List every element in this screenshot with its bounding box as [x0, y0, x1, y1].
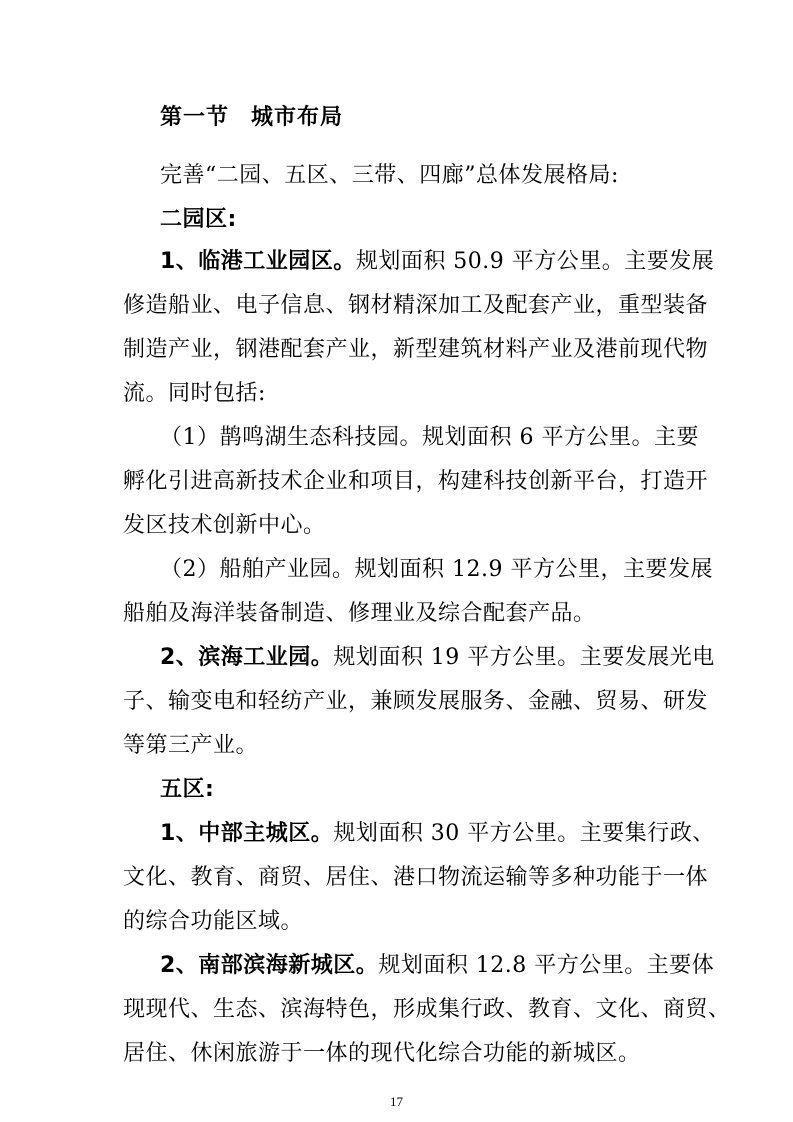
sub-park2-line: （2）船舶产业园。规划面积 12.9 平方公里，主要发展: [160, 557, 713, 582]
district1-line: 规划面积 30 平方公里。主要集行政、: [333, 821, 715, 846]
district2-first-line: [160, 952, 720, 980]
sub-park1-line: 发区技术创新中心。: [123, 513, 326, 538]
page-number: 17: [390, 1094, 403, 1109]
park2-line: 子、输变电和轻纺产业，兼顾发展服务、金融、贸易、研发: [123, 689, 709, 714]
park1-label: 1、临港工业园区。: [160, 249, 356, 274]
district1-line: 文化、教育、商贸、居住、港口物流运输等多种功能于一体: [123, 865, 709, 890]
park1-first-line: [160, 248, 720, 276]
section-heading: [160, 104, 720, 132]
district1-line: 的综合功能区域。: [123, 909, 304, 934]
section-title: 城市布局: [251, 105, 344, 130]
park2-label: 2、滨海工业园。: [160, 645, 334, 670]
district2-line: 居住、休闲旅游于一体的现代化综合功能的新城区。: [123, 1041, 641, 1066]
park1-line: 修造船业、电子信息、钢材精深加工及配套产业，重型装备: [123, 293, 709, 318]
section-number: 第一节: [160, 105, 230, 130]
district2-line: 规划面积 12.8 平方公里。主要体: [378, 953, 715, 978]
district1-first-line: [160, 820, 720, 848]
two-parks-heading: 二园区:: [160, 207, 237, 232]
park1-line: 流。同时包括:: [123, 381, 266, 406]
sub-park1-line: （1）鹊鸣湖生态科技园。规划面积 6 平方公里。主要: [160, 425, 699, 450]
park2-line: 规划面积 19 平方公里。主要发展光电: [333, 645, 715, 670]
intro-paragraph: 完善“二园、五区、三带、四廊”总体发展格局:: [160, 163, 619, 188]
district2-label: 2、南部滨海新城区。: [160, 953, 379, 978]
park1-line: 规划面积 50.9 平方公里。主要发展: [355, 249, 715, 274]
sub-park1-line: 孵化引进高新技术企业和项目，构建科技创新平台，打造开: [123, 469, 709, 494]
park1-line: 制造产业，钢港配套产业，新型建筑材料产业及港前现代物: [123, 337, 709, 362]
park2-line: 等第三产业。: [123, 733, 259, 758]
district2-line: 现现代、生态、滨海特色，形成集行政、教育、文化、商贸、: [123, 997, 731, 1022]
park2-first-line: [160, 644, 720, 672]
five-districts-heading: 五区:: [160, 777, 215, 802]
district1-label: 1、中部主城区。: [160, 821, 334, 846]
sub-park2-line: 船舶及海洋装备制造、修理业及综合配套产品。: [123, 601, 596, 626]
